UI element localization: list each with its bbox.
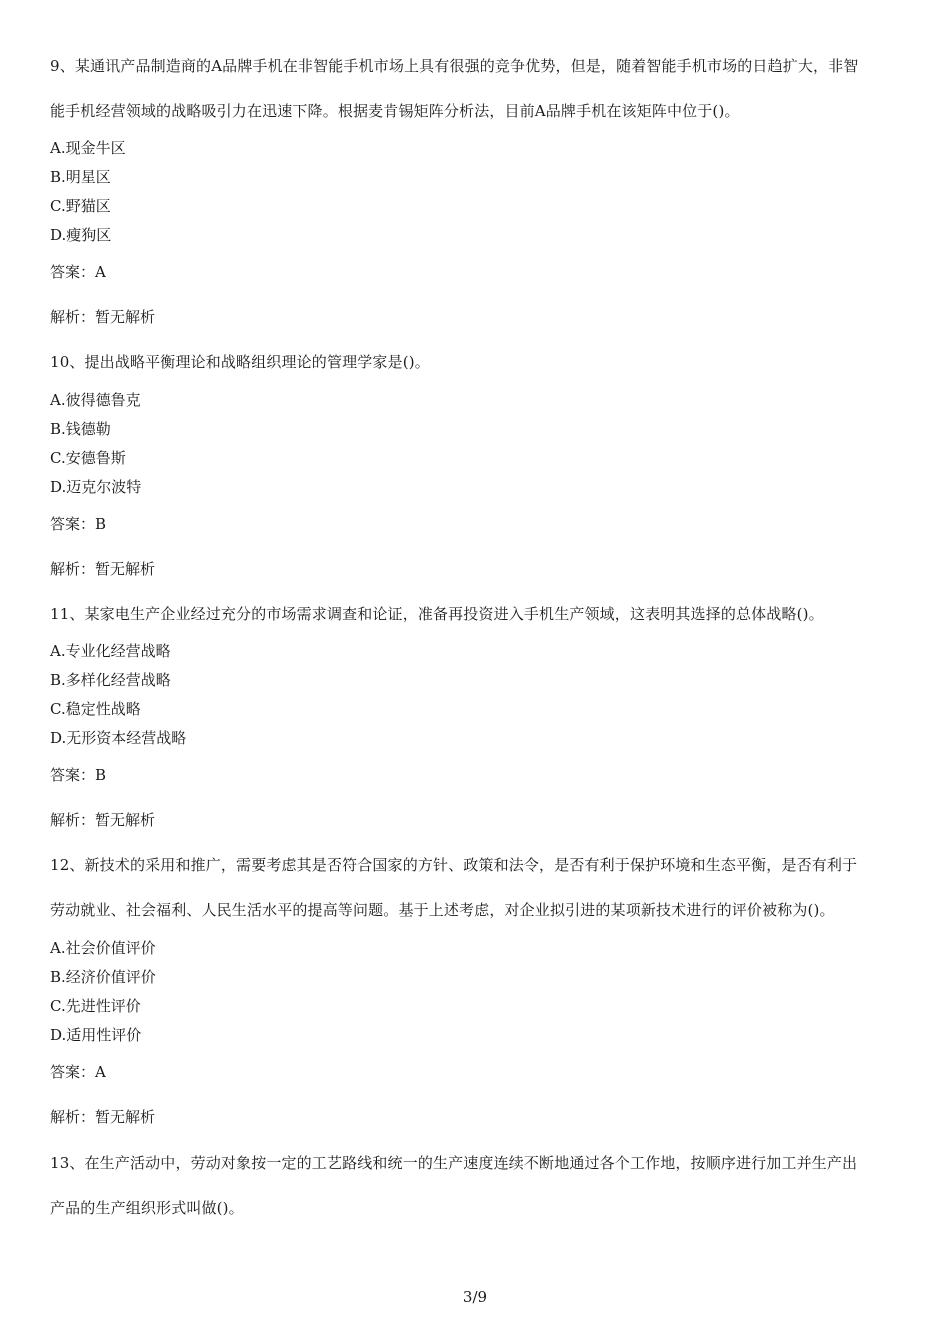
question-10-answer: 答案：B <box>50 515 107 533</box>
question-10-stem-line-1: 10、提出战略平衡理论和战略组织理论的管理学家是()。 <box>50 353 430 371</box>
question-9-analysis: 解析：暂无解析 <box>50 308 156 326</box>
question-12-option-a: A.社会价值评价 <box>50 939 156 957</box>
page-number: 3/9 <box>462 1288 488 1306</box>
question-10-option-c: C.安德鲁斯 <box>50 449 126 467</box>
question-9-stem-line-1: 9、某通讯产品制造商的A品牌手机在非智能手机市场上具有很强的竞争优势，但是，随着智能手机市场的日趋扩大，非智 <box>50 57 859 75</box>
question-13-stem-line-1: 13、在生产活动中，劳动对象按一定的工艺路线和统一的生产速度连续不断地通过各个工作地，按顺序进行加工并生产出 <box>50 1154 858 1172</box>
question-10-option-b: B.钱德勒 <box>50 420 111 438</box>
question-12-option-d: D.适用性评价 <box>50 1026 142 1044</box>
question-13-stem-line-2: 产品的生产组织形式叫做()。 <box>50 1199 244 1217</box>
question-9-option-a: A.现金牛区 <box>50 139 126 157</box>
question-9-stem-line-2: 能手机经营领域的战略吸引力在迅速下降。根据麦肯锡矩阵分析法，目前A品牌手机在该矩阵中位于()。 <box>50 102 740 120</box>
question-9-answer: 答案：A <box>50 263 106 281</box>
question-12-stem-line-1: 12、新技术的采用和推广，需要考虑其是否符合国家的方针、政策和法令，是否有利于保护环境和生态平衡，是否有利于 <box>50 856 858 874</box>
question-9-option-b: B.明星区 <box>50 168 111 186</box>
question-11-option-c: C.稳定性战略 <box>50 700 141 718</box>
question-9-option-c: C.野猫区 <box>50 197 111 215</box>
question-10-option-a: A.彼得德鲁克 <box>50 391 141 409</box>
question-11-option-b: B.多样化经营战略 <box>50 671 171 689</box>
question-10-analysis: 解析：暂无解析 <box>50 560 156 578</box>
question-10-option-d: D.迈克尔波特 <box>50 478 142 496</box>
question-11-option-d: D.无形资本经营战略 <box>50 729 187 747</box>
question-12-answer: 答案：A <box>50 1063 106 1081</box>
question-12-option-c: C.先进性评价 <box>50 997 141 1015</box>
question-11-analysis: 解析：暂无解析 <box>50 811 156 829</box>
question-11-stem-line-1: 11、某家电生产企业经过充分的市场需求调查和论证，准备再投资进入手机生产领域，这表明其选择的总体战略()。 <box>50 605 824 623</box>
question-12-option-b: B.经济价值评价 <box>50 968 156 986</box>
question-12-analysis: 解析：暂无解析 <box>50 1108 156 1126</box>
question-12-stem-line-2: 劳动就业、社会福利、人民生活水平的提高等问题。基于上述考虑，对企业拟引进的某项新技术进行的评价被称为()。 <box>50 901 835 919</box>
question-9-option-d: D.瘦狗区 <box>50 226 112 244</box>
question-11-answer: 答案：B <box>50 766 107 784</box>
question-11-option-a: A.专业化经营战略 <box>50 642 171 660</box>
